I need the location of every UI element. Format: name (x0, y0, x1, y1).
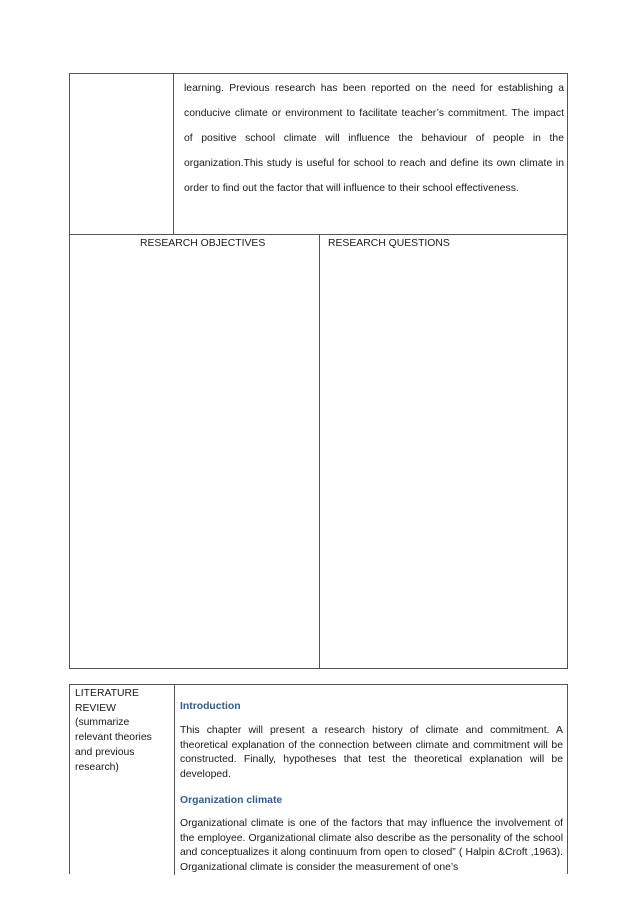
introduction-heading: Introduction (180, 701, 241, 712)
literature-review-label: LITERATURE REVIEW (summarize relevant theories and previous research) (75, 688, 152, 773)
background-paragraph: learning. Previous research has been reported on the need for establishing a conducive climate or environment to facilitate teacher’s commitment. The impact of positive school climate will influence the behaviour of people in the organization.This study is useful for school to reach and define its own climate in order to find out the factor that will influence to their school effectiveness. (184, 83, 564, 194)
column-divider (174, 685, 175, 875)
research-table (69, 73, 568, 669)
empty-label-cell (70, 74, 174, 234)
organization-climate-paragraph: Organizational climate is one of the factors that may influence the involvement of the employee. Organizational climate also describe as the personality of the school and conceptualizes it along continuum from open to closed” ( Halpin &Croft ,1963). Organizational climate is consider the measurement of one’s (180, 818, 563, 874)
literature-review-table (69, 684, 568, 874)
introduction-paragraph: This chapter will present a research history of climate and commitment. A theoretical explanation of the connection between climate and commitment will be constructed. Finally, hypotheses that test the theoretical explanation will be developed. (180, 725, 563, 781)
research-objectives-heading: RESEARCH OBJECTIVES (140, 238, 266, 249)
organization-climate-heading: Organization climate (180, 795, 283, 806)
column-divider (319, 234, 320, 669)
research-questions-heading: RESEARCH QUESTIONS (328, 238, 450, 249)
